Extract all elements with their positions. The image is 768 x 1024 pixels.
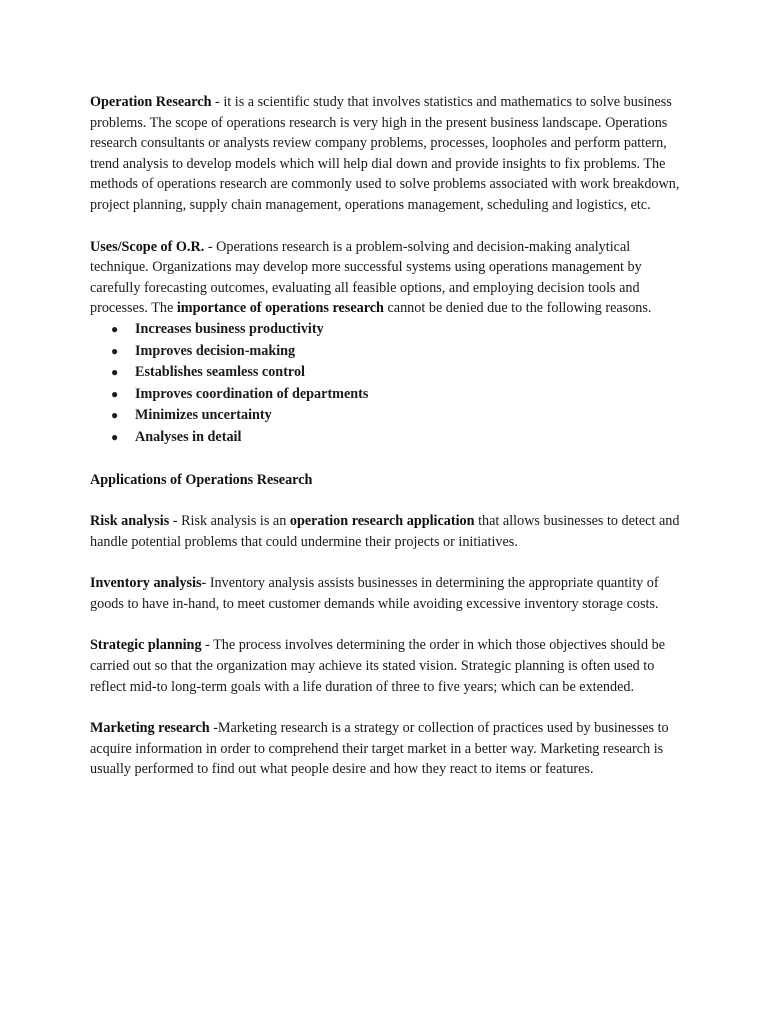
- document-page: [90, 92, 686, 780]
- bullet-icon: ●: [111, 343, 119, 358]
- inventory-body: - Inventory analysis assists businesses in determining the appropriate quantity of goods to have in-hand, to meet customer demands while avoiding excessive inventory storage costs.: [90, 575, 659, 612]
- uses-scope-paragraph: [90, 237, 686, 319]
- list-item: [90, 384, 686, 406]
- strategic-heading: Strategic planning: [90, 637, 202, 654]
- inventory-heading: Inventory analysis: [90, 575, 202, 592]
- inventory-paragraph: [90, 573, 686, 614]
- risk-body-post: that allows businesses to detect and handle potential problems that could undermine their projects or initiatives.: [90, 513, 680, 550]
- bullet-icon: ●: [111, 386, 119, 401]
- reason-text: Minimizes uncertainty: [135, 407, 272, 424]
- reason-text: Improves decision-making: [135, 342, 296, 359]
- reason-text: Increases business productivity: [135, 320, 324, 337]
- list-item: [90, 405, 686, 427]
- list-item: [90, 362, 686, 384]
- risk-heading: Risk analysis: [90, 513, 170, 530]
- reason-text: Establishes seamless control: [135, 364, 305, 381]
- reason-text: Improves coordination of departments: [135, 385, 369, 402]
- risk-emphasis: operation research application: [289, 513, 475, 530]
- bullet-icon: ●: [111, 365, 119, 380]
- applications-heading-paragraph: [90, 470, 686, 491]
- marketing-heading: Marketing research: [90, 720, 210, 737]
- applications-heading: Applications of Operations Research: [90, 471, 313, 488]
- list-item: [90, 319, 686, 341]
- uses-scope-emphasis: importance of operations research: [176, 300, 384, 317]
- bullet-icon: ●: [111, 429, 119, 444]
- uses-scope-body-post: cannot be denied due to the following reasons.: [383, 300, 652, 317]
- uses-scope-heading: Uses/Scope of O.R.: [90, 238, 205, 255]
- op-research-paragraph: [90, 92, 686, 216]
- marketing-paragraph: [90, 718, 686, 780]
- marketing-body: -Marketing research is a strategy or collection of practices used by businesses to acquire information in order to comprehend their target market in a better way. Marketing research is usually performed to find out what people desire and how they react to items or features.: [90, 720, 669, 778]
- risk-body-pre: - Risk analysis is an: [169, 513, 290, 530]
- list-item: [90, 427, 686, 449]
- reasons-list: [90, 319, 686, 449]
- list-item: [90, 341, 686, 363]
- strategic-paragraph: [90, 635, 686, 697]
- op-research-heading: Operation Research: [90, 94, 212, 110]
- bullet-icon: ●: [111, 408, 119, 423]
- risk-paragraph: [90, 511, 686, 552]
- reason-text: Analyses in detail: [135, 428, 242, 445]
- strategic-body: - The process involves determining the order in which those objectives should be carried out so that the organization may achieve its stated vision. Strategic planning is often used to reflect mid-to long-term goals with a life duration of three to five years; which can be extended.: [90, 637, 666, 695]
- bullet-icon: ●: [111, 321, 119, 336]
- uses-scope-body-pre: - Operations research is a problem-solving and decision-making analytical technique. Organizations may develop more successful systems using operations management by carefully forecasting outcomes, evaluating all feasible options, and employing decision tools and processes. The: [90, 238, 642, 317]
- op-research-body: - it is a scientific study that involves statistics and mathematics to solve business problems. The scope of operations research is very high in the present business landscape. Operations research consultants or analysts review company problems, processes, loopholes and perform pattern, trend analysis to develop models which will help dial down and provide insights to fix problems. The methods of operations research are commonly used to solve problems associated with work breakdown, project planning, supply chain management, operations management, scheduling and logistics, etc.: [90, 94, 680, 213]
